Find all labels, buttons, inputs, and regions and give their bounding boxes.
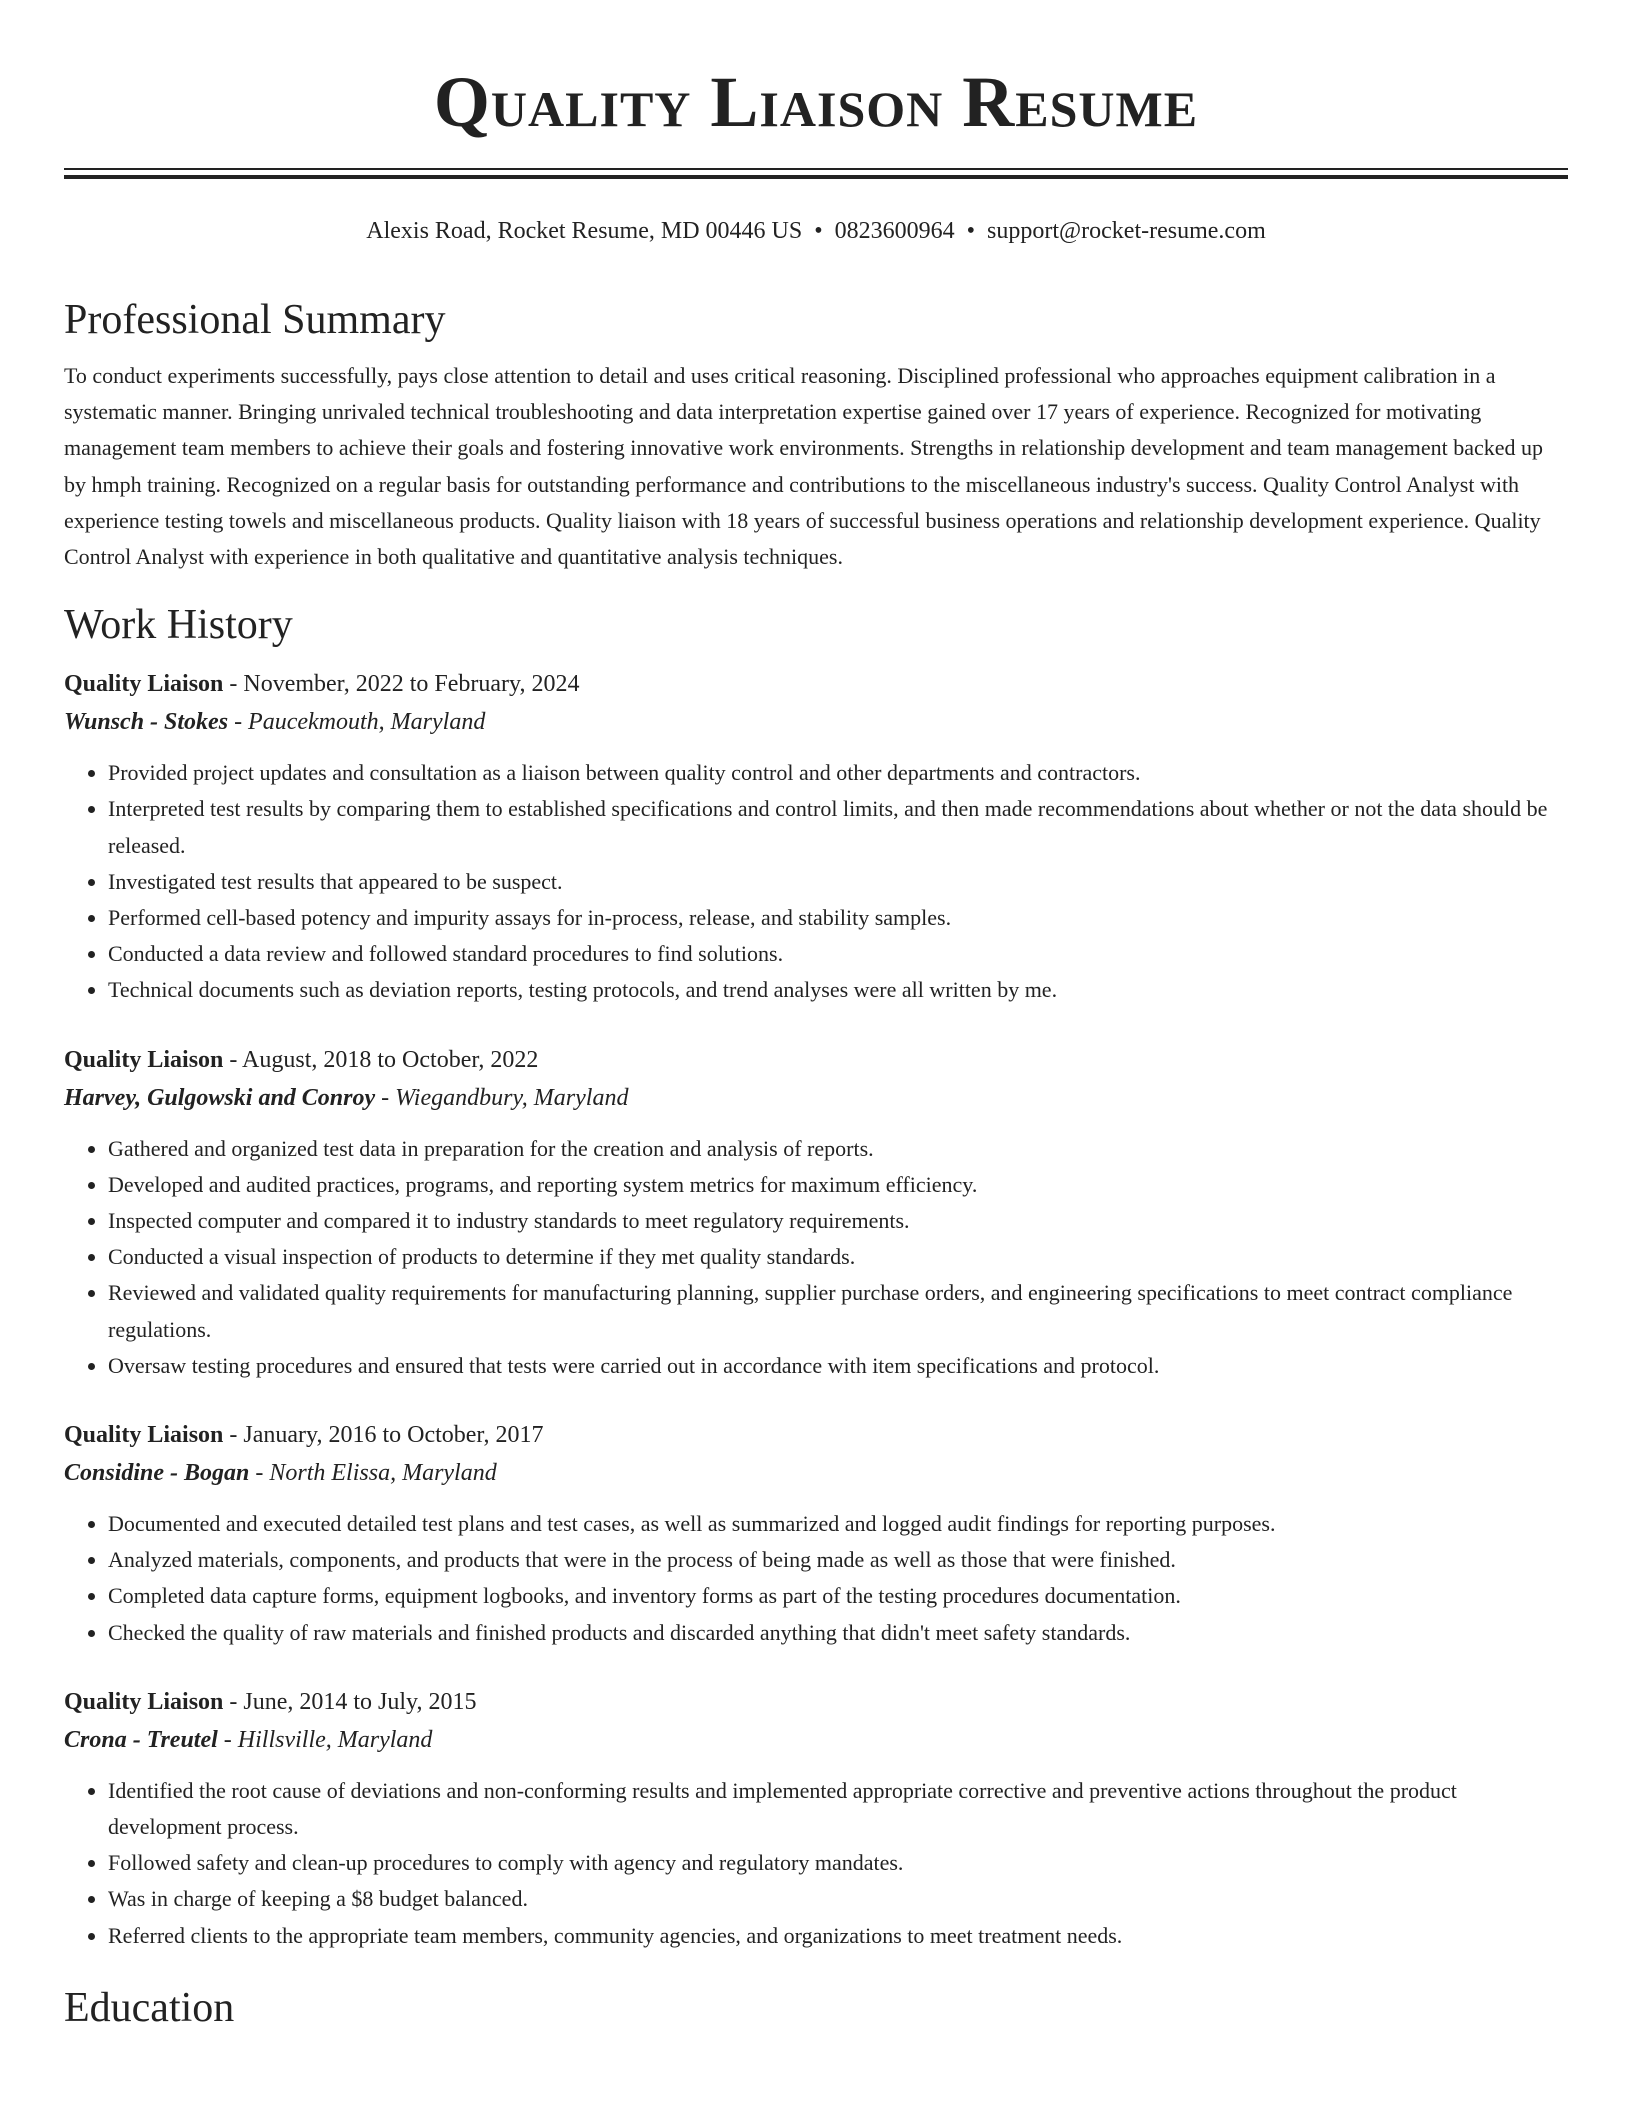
job-company: Considine - Bogan <box>64 1460 250 1487</box>
job-bullet: • Was in charge of keeping a $8 budget balanced. <box>108 1881 1568 1917</box>
job-bullet: • Documented and executed detailed test plans and test cases, as well as summarized and logged audit findings for reporting purposes. <box>108 1506 1568 1542</box>
job-company: Harvey, Gulgowski and Conroy <box>64 1084 376 1111</box>
job-location: - North Elissa, Maryland <box>249 1460 497 1487</box>
job-entry <box>64 1683 1568 1954</box>
job-bullet: • Conducted a visual inspection of products to determine if they met quality standards. <box>108 1239 1568 1275</box>
job-title-line <box>64 1041 1568 1079</box>
job-bullet: • Provided project updates and consultation as a liaison between quality control and other departments and contractors. <box>108 755 1568 791</box>
job-bullet: • Completed data capture forms, equipment logbooks, and inventory forms as part of the testing procedures documentation. <box>108 1578 1568 1614</box>
job-dates: - January, 2016 to October, 2017 <box>223 1422 544 1449</box>
job-dates: - November, 2022 to February, 2024 <box>223 671 580 698</box>
title-divider-thin <box>64 168 1568 170</box>
job-bullet: • Analyzed materials, components, and products that were in the process of being made as well as those that were finished. <box>108 1542 1568 1578</box>
job-bullet: • Referred clients to the appropriate team members, community agencies, and organizations to meet treatment needs. <box>108 1918 1568 1954</box>
work-history-heading: Work History <box>64 602 293 649</box>
job-bullets <box>64 1773 1568 1954</box>
job-bullet: • Performed cell-based potency and impurity assays for in-process, release, and stability samples. <box>108 900 1568 936</box>
education-heading: Education <box>64 1984 235 2031</box>
job-location: - Wiegandbury, Maryland <box>375 1084 629 1111</box>
contact-email[interactable]: support@rocket-resume.com <box>987 218 1266 244</box>
job-bullets <box>64 1131 1568 1384</box>
job-bullets <box>64 1506 1568 1651</box>
job-bullet: • Checked the quality of raw materials and finished products and discarded anything that didn't meet safety standards. <box>108 1615 1568 1651</box>
job-bullet: • Followed safety and clean-up procedures to comply with agency and regulatory mandates. <box>108 1845 1568 1881</box>
title-divider-thick <box>64 175 1568 179</box>
job-company-line <box>64 703 1568 741</box>
job-entry <box>64 1041 1568 1384</box>
job-bullet: • Oversaw testing procedures and ensured that tests were carried out in accordance with item specifications and protocol. <box>108 1348 1568 1384</box>
job-entry <box>64 665 1568 1008</box>
contact-address: Alexis Road, Rocket Resume, MD 00446 US <box>366 218 803 244</box>
resume-title: Quality Liaison Resume <box>433 62 1199 142</box>
contact-separator: • <box>966 218 976 244</box>
job-location: - Paucekmouth, Maryland <box>228 709 486 736</box>
job-bullet: • Developed and audited practices, programs, and reporting system metrics for maximum efficiency. <box>108 1167 1568 1203</box>
job-title: Quality Liaison <box>64 1046 224 1073</box>
job-company-line <box>64 1079 1568 1117</box>
job-location: - Hillsville, Maryland <box>217 1726 433 1753</box>
job-bullet: • Inspected computer and compared it to industry standards to meet regulatory requirements. <box>108 1203 1568 1239</box>
job-company-line <box>64 1721 1568 1759</box>
job-company: Wunsch - Stokes <box>64 709 229 736</box>
job-company-line <box>64 1454 1568 1492</box>
job-bullet: • Gathered and organized test data in preparation for the creation and analysis of reports. <box>108 1131 1568 1167</box>
job-entry <box>64 1416 1568 1651</box>
contact-phone: 0823600964 <box>834 218 955 244</box>
job-title-line <box>64 1683 1568 1721</box>
contact-line <box>0 215 1632 247</box>
job-title: Quality Liaison <box>64 1688 224 1715</box>
job-bullets <box>64 755 1568 1008</box>
contact-separator: • <box>814 218 823 244</box>
summary-heading: Professional Summary <box>64 297 446 343</box>
job-dates: - June, 2014 to July, 2015 <box>223 1688 477 1715</box>
job-title-line <box>64 1416 1568 1454</box>
job-bullet: • Conducted a data review and followed standard procedures to find solutions. <box>108 936 1568 972</box>
job-bullet: • Interpreted test results by comparing them to established specifications and control limits, and then made recommendations about whether or not the data should be released. <box>108 791 1568 863</box>
job-title-line <box>64 665 1568 703</box>
job-bullet: • Technical documents such as deviation reports, testing protocols, and trend analyses were all written by me. <box>108 972 1568 1008</box>
summary-text: To conduct experiments successfully, pays close attention to detail and uses critical reasoning. Disciplined professional who approaches equipment calibration in a systematic manner. Bringing unrivaled technical troubleshooting and data interpretation expertise gained over 17 years of experience. Recognized for motivating management team members to achieve their goals and fostering innovative work environments. Strengths in relationship development and team management backed up by hmph training. Recognized on a regular basis for outstanding performance and contributions to the miscellaneous industry's success. Quality Control Analyst with experience testing towels and miscellaneous products. Quality liaison with 18 years of successful business operations and relationship development experience. Quality Control Analyst with experience in both qualitative and quantitative analysis techniques. <box>64 363 1544 570</box>
job-bullet: • Investigated test results that appeared to be suspect. <box>108 864 1568 900</box>
resume-content <box>64 288 1568 2040</box>
job-dates: - August, 2018 to October, 2022 <box>223 1046 539 1073</box>
job-bullet: • Reviewed and validated quality requirements for manufacturing planning, supplier purchase orders, and engineering specifications to meet contract compliance regulations. <box>108 1275 1568 1347</box>
job-company: Crona - Treutel <box>64 1726 218 1753</box>
job-bullet: • Identified the root cause of deviations and non-conforming results and implemented appropriate corrective and preventive actions throughout the product development process. <box>108 1773 1568 1845</box>
job-title: Quality Liaison <box>64 1422 224 1449</box>
job-title: Quality Liaison <box>64 671 224 698</box>
